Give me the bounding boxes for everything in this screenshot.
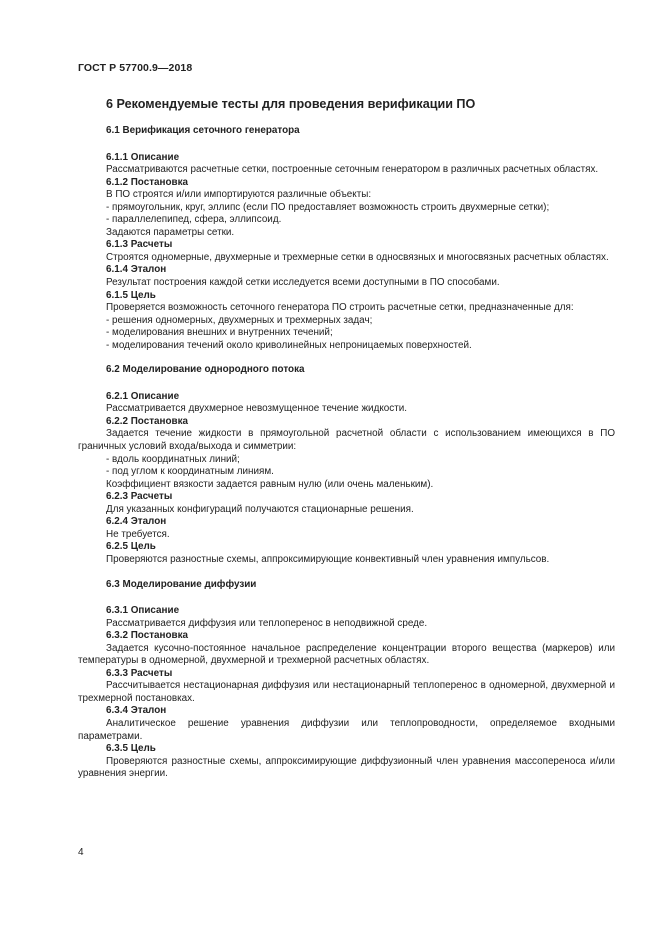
list-item: - решения одномерных, двухмерных и трехмерных задач; [106,314,373,326]
list-item: - под углом к координатным линиям. [106,466,274,478]
subsection-title: 6.1.4 Эталон [106,264,167,276]
list-item: - вдоль координатных линий; [106,453,240,465]
subsection-6-1-3 [78,239,615,264]
subsection-title: 6.2.1 Описание [106,390,180,402]
chapter-title: 6 Рекомендуемые тесты для проведения верификации ПО [106,97,476,111]
subsection-6-3-1 [78,605,615,630]
subsection-title: 6.3.2 Постановка [106,630,189,642]
subsection-6-1-4 [78,264,615,289]
paragraph: Проверяются разностные схемы, аппроксимирующие диффузионный член уравнения массопереноса и/или уравнения энергии. [78,755,615,780]
paragraph: Задаются параметры сетки. [106,226,235,238]
subsection-6-1-5 [78,290,615,353]
list-item: - моделирования течений около криволинейных непроницаемых поверхностей. [106,339,472,351]
page-number: 4 [78,847,84,858]
subsection-6-2-3 [78,491,615,516]
subsection-6-3-4 [78,705,615,743]
paragraph: Задается течение жидкости в прямоугольной расчетной области с использованием имеющихся в ПО граничных условий входа/выхода и симметрии: [78,428,615,453]
subsection-title: 6.2.3 Расчеты [106,491,173,503]
subsection-title: 6.3.4 Эталон [106,705,167,717]
subsection-6-3-3 [78,668,615,706]
subsection-title: 6.2.2 Постановка [106,415,189,427]
subsection-title: 6.3.5 Цель [106,743,156,755]
section-6-3 [78,579,615,781]
subsection-6-3-2 [78,630,615,668]
paragraph: Результат построения каждой сетки исследуется всеми доступными в ПО способами. [106,277,500,289]
subsection-title: 6.1.1 Описание [106,151,180,163]
paragraph: Проверяются разностные схемы, аппроксимирующие конвективный член уравнения импульсов. [106,553,550,565]
subsection-title: 6.3.1 Описание [106,605,180,617]
paragraph: Рассматривается двухмерное невозмущенное течение жидкости. [106,403,407,415]
section-title: 6.2 Моделирование однородного потока [106,364,305,376]
subsection-6-1-2 [78,177,615,240]
paragraph: Для указанных конфигураций получаются стационарные решения. [106,503,414,515]
subsection-6-1-1 [78,152,615,177]
section-title: 6.3 Моделирование диффузии [106,578,257,590]
subsection-title: 6.1.3 Расчеты [106,239,173,251]
paragraph: Рассматривается диффузия или теплоперенос в неподвижной среде. [106,617,428,629]
section-6-1 [78,125,615,352]
paragraph: Рассчитывается нестационарная диффузия или нестационарный теплоперенос в одномерной, двухмерной и трехмерной постановках. [78,680,615,704]
paragraph: В ПО строятся и/или импортируются различные объекты: [106,189,372,201]
paragraph: Рассматриваются расчетные сетки, построенные сеточным генератором в различных расчетных областях. [106,164,599,176]
subsection-6-3-5 [78,743,615,781]
standard-header: ГОСТ Р 57700.9—2018 [78,62,193,74]
subsection-6-2-5 [78,541,615,566]
list-item: - моделирования внешних и внутренних течений; [106,327,333,339]
list-item: - прямоугольник, круг, эллипс (если ПО предоставляет возможность строить двухмерные сетки); [106,201,550,213]
subsection-6-2-1 [78,391,615,416]
subsection-title: 6.1.5 Цель [106,289,156,301]
section-title: 6.1 Верификация сеточного генератора [106,125,300,136]
document-body [78,96,615,793]
subsection-6-2-2 [78,416,615,491]
section-6-2 [78,364,615,566]
subsection-title: 6.2.5 Цель [106,541,156,553]
paragraph: Не требуется. [106,528,170,540]
document-page [78,0,615,935]
paragraph: Строятся одномерные, двухмерные и трехмерные сетки в односвязных и многосвязных расчетных областях. [106,251,609,263]
paragraph: Аналитическое решение уравнения диффузии или теплопроводности, определяемое входными параметрами. [78,717,615,742]
subsection-title: 6.3.3 Расчеты [106,667,173,679]
subsection-6-2-4 [78,516,615,541]
paragraph: Задается кусочно-постоянное начальное распределение концентрации второго вещества (маркеров) или температуры в одномерной, двухмерной и трехмерной расчетных областях. [78,642,615,667]
subsection-title: 6.1.2 Постановка [106,176,189,188]
paragraph: Проверяется возможность сеточного генератора ПО строить расчетные сетки, предназначенные для: [106,302,574,314]
subsection-title: 6.2.4 Эталон [106,516,167,528]
list-item: - параллелепипед, сфера, эллипсоид. [106,214,282,226]
paragraph: Коэффициент вязкости задается равным нулю (или очень маленьким). [106,478,434,490]
